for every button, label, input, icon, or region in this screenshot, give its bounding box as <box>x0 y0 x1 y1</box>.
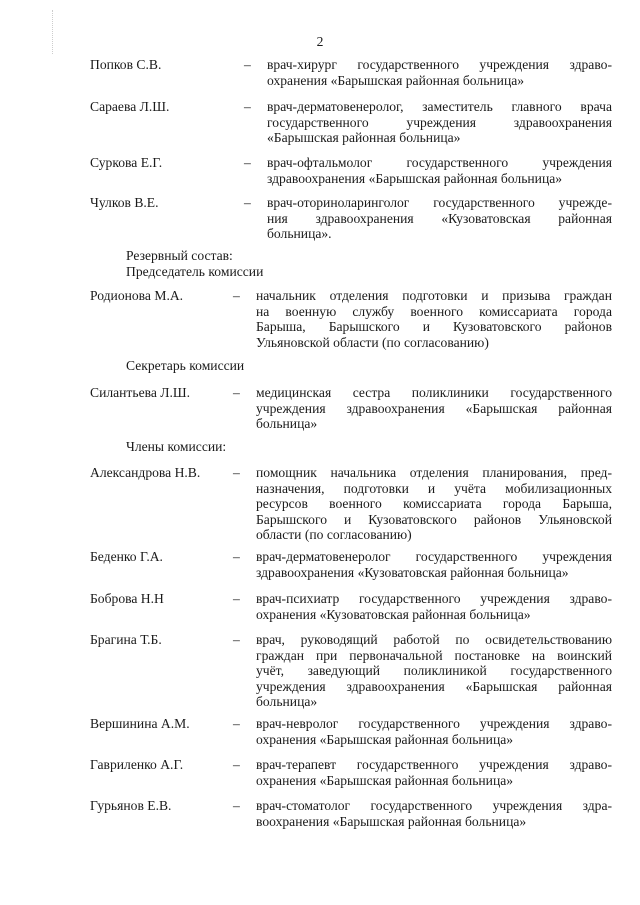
member-name: Беденко Г.А. <box>90 549 163 564</box>
member-description <box>256 465 612 543</box>
description-line: учёт, заведующий поликлиникой государственного <box>256 663 612 678</box>
description-line: больница» <box>256 694 318 709</box>
description-line: врач-психиатр государственного учреждения здраво- <box>256 591 612 606</box>
secretary-heading: Секретарь комиссии <box>126 358 245 373</box>
member-description <box>256 288 612 350</box>
dash: – <box>233 591 240 606</box>
description-line: области (по согласованию) <box>256 527 412 542</box>
dash: – <box>233 632 240 647</box>
member-name: Чулков В.Е. <box>90 195 159 210</box>
member-name: Гавриленко А.Г. <box>90 757 184 772</box>
member-description <box>267 195 612 242</box>
member-name: Александрова Н.В. <box>90 465 201 480</box>
member-description <box>256 591 612 622</box>
member-name: Брагина Т.Б. <box>90 632 162 647</box>
description-line: врач-невролог государственного учреждения здраво- <box>256 716 612 731</box>
description-line: врач-дерматовенеролог государственного учреждения <box>256 549 612 564</box>
description-line: врач-хирург государственного учреждения здраво- <box>267 57 612 72</box>
description-line: врач-стоматолог государственного учреждения здра- <box>256 798 612 813</box>
description-line: учреждения здравоохранения «Барышская районная <box>256 678 612 694</box>
dash: – <box>233 288 240 303</box>
member-name: Силантьева Л.Ш. <box>90 385 191 400</box>
description-line: Барыша, Барышского и Кузоватовского районов <box>256 319 612 334</box>
dash: – <box>233 385 240 400</box>
description-line: ния здравоохранения «Кузоватовская районная <box>267 210 612 226</box>
member-description <box>256 757 612 788</box>
member-description <box>256 716 612 747</box>
description-line: врач, руководящий работой по освидетельствованию <box>256 632 612 647</box>
member-description <box>256 549 612 580</box>
description-line: на военную службу военного комиссариата города <box>256 303 612 319</box>
member-name: Попков С.В. <box>90 57 162 72</box>
dash: – <box>233 465 240 480</box>
description-line: охранения «Барышская районная больница» <box>256 731 514 747</box>
description-line: Ульяновской области (по согласованию) <box>256 334 489 350</box>
description-line: граждан при первоначальной постановке на воинский <box>256 647 612 663</box>
description-line: охранения «Барышская районная больница» <box>267 72 525 88</box>
description-line: врач-дерматовенеролог, заместитель главного врача <box>267 99 612 114</box>
member-description <box>256 632 612 710</box>
description-line: воохранения «Барышская районная больница» <box>256 813 527 829</box>
member-description <box>256 385 612 432</box>
description-line: больница». <box>267 226 332 241</box>
member-name: Родионова М.А. <box>90 288 184 303</box>
dash: – <box>244 57 251 72</box>
description-line: учреждения здравоохранения «Барышская районная <box>256 400 612 416</box>
dash: – <box>244 195 251 210</box>
description-line: здравоохранения «Кузоватовская районная больница» <box>256 564 569 580</box>
description-line: ресурсов военного комиссариата города Барыша, <box>256 496 612 511</box>
description-line: «Барышская районная больница» <box>267 130 461 145</box>
description-line: помощник начальника отделения планирования, пред- <box>256 465 612 480</box>
description-line: врач-оториноларинголог государственного учрежде- <box>267 195 612 210</box>
members-heading: Члены комиссии: <box>126 439 227 454</box>
description-line: охранения «Барышская районная больница» <box>256 772 514 788</box>
member-name: Вершинина А.М. <box>90 716 190 731</box>
member-description <box>256 798 612 829</box>
chairman-heading: Председатель комиссии <box>126 264 264 279</box>
dash: – <box>233 549 240 564</box>
description-line: начальник отделения подготовки и призыва граждан <box>256 288 612 303</box>
description-line: назначения, подготовки и учёта мобилизационных <box>256 480 612 496</box>
description-line: врач-офтальмолог государственного учреждения <box>267 155 612 170</box>
dash: – <box>244 99 251 114</box>
description-line: здравоохранения «Барышская районная больница» <box>267 170 563 186</box>
description-line: охранения «Кузоватовская районная больница» <box>256 606 531 622</box>
description-line: государственного учреждения здравоохранения <box>267 114 612 130</box>
description-line: Барышского и Кузоватовского районов Ульяновской <box>256 511 612 527</box>
description-line: врач-терапевт государственного учреждения здраво- <box>256 757 612 772</box>
reserve-heading: Резервный состав: <box>126 248 233 263</box>
member-name: Сараева Л.Ш. <box>90 99 170 114</box>
page-number: 2 <box>316 34 324 49</box>
description-line: медицинская сестра поликлиники государственного <box>256 385 612 400</box>
member-description <box>267 57 612 88</box>
member-description <box>267 99 612 146</box>
dash: – <box>244 155 251 170</box>
member-name: Боброва Н.Н <box>90 591 164 606</box>
description-line: больница» <box>256 416 318 431</box>
member-name: Гурьянов Е.В. <box>90 798 172 813</box>
member-name: Суркова Е.Г. <box>90 155 163 170</box>
dash: – <box>233 798 240 813</box>
dash: – <box>233 716 240 731</box>
member-description <box>267 155 612 186</box>
dash: – <box>233 757 240 772</box>
